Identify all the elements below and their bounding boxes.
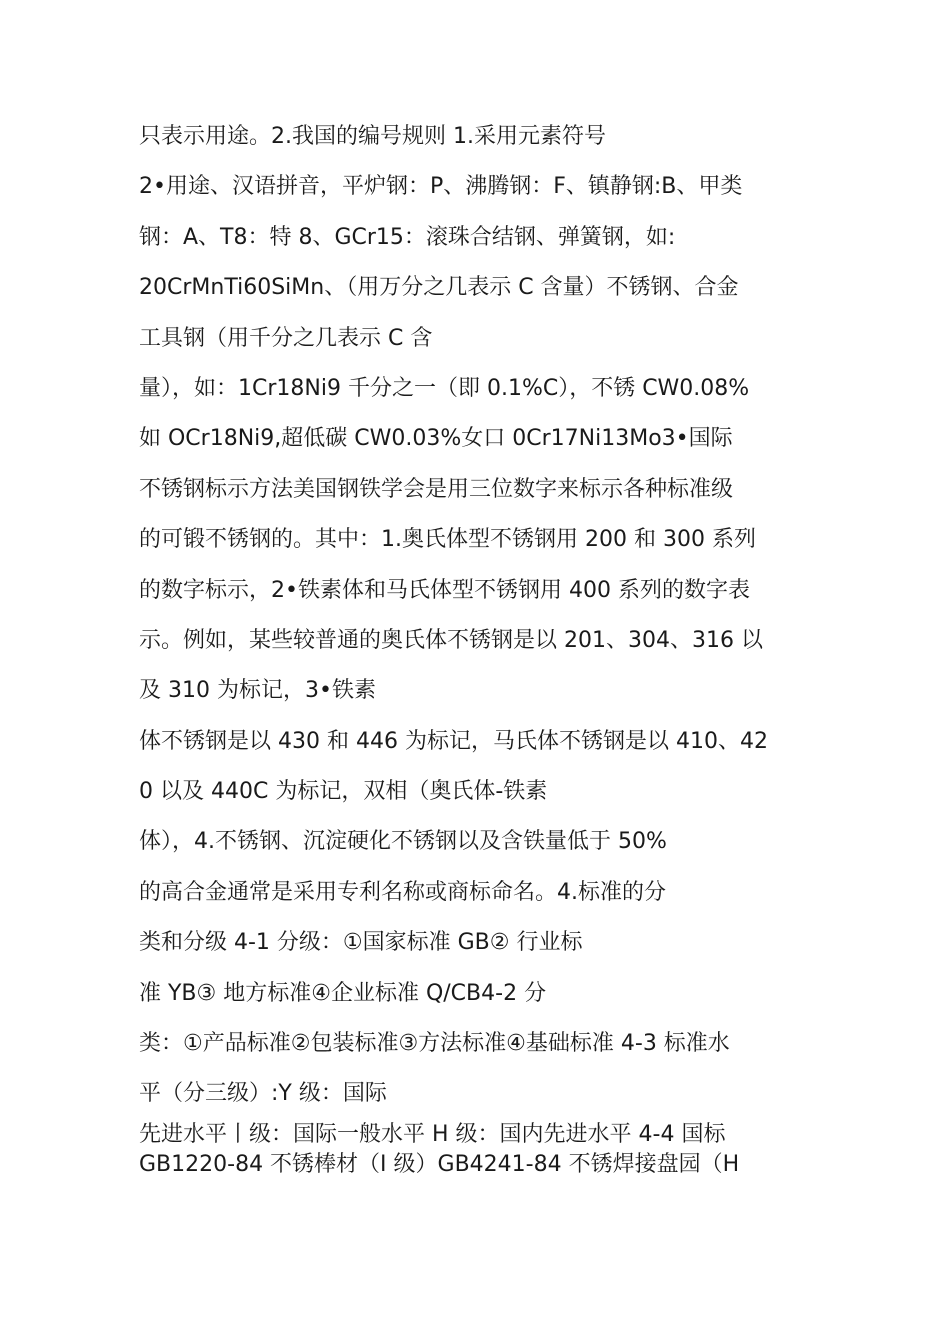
- text-line: 钢：A、T8：特 8、GCr15：滚珠合结钢、弹簧钢，如:: [139, 224, 676, 250]
- text-line: 平（分三级）:Y 级：国际: [139, 1081, 387, 1107]
- text-line: 不锈钢标示方法美国钢铁学会是用三位数字来标示各种标准级: [139, 476, 734, 502]
- text-line: 示。例如，某些较普通的奥氏体不锈钢是以 201、304、316 以: [139, 627, 763, 653]
- text-line: 类：①产品标准②包装标准③方法标准④基础标准 4-3 标准水: [139, 1031, 730, 1057]
- text-line: 及 310 为标记，3•铁素: [139, 678, 376, 704]
- text-line: 准 YB③ 地方标准④企业标准 Q/CB4-2 分: [139, 980, 547, 1006]
- text-line: 先进水平丨级：国际一般水平 H 级：国内先进水平 4-4 国标: [139, 1121, 726, 1147]
- document-body-text: [139, 112, 839, 1180]
- text-line: 的数字标示，2•铁素体和马氏体型不锈钢用 400 系列的数字表: [139, 577, 750, 603]
- text-line: 2•用途、汉语拼音，平炉钢：P、沸腾钢：F、镇静钢:B、甲类: [139, 174, 743, 200]
- text-line: 20CrMnTi60SiMn、（用万分之几表示 C 含量）不锈钢、合金: [139, 275, 739, 301]
- text-line: 的可锻不锈钢的。其中：1.奥氏体型不锈钢用 200 和 300 系列: [139, 527, 756, 553]
- text-line: 0 以及 440C 为标记，双相（奥氏体-铁素: [139, 779, 548, 805]
- text-line: 工具钢（用千分之几表示 C 含: [139, 325, 433, 351]
- text-line: 量），如：1Cr18Ni9 千分之一（即 0.1%C），不锈 CW0.08%: [139, 375, 750, 401]
- text-line: 体不锈钢是以 430 和 446 为标记，马氏体不锈钢是以 410、42: [139, 728, 768, 754]
- text-line: 的高合金通常是采用专利名称或商标命名。4.标准的分: [139, 879, 666, 905]
- text-line: 只表示用途。2.我国的编号规则 1.采用元素符号: [139, 124, 606, 149]
- text-line: GB1220-84 不锈棒材（I 级）GB4241-84 不锈焊接盘园（H: [139, 1151, 740, 1177]
- text-line: 如 OCr18Ni9,超低碳 CW0.03%女口 0Cr17Ni13Mo3•国际: [139, 426, 733, 452]
- text-line: 体），4.不锈钢、沉淀硬化不锈钢以及含铁量低于 50%: [139, 829, 667, 855]
- text-line: 类和分级 4-1 分级：①国家标准 GB② 行业标: [139, 930, 583, 956]
